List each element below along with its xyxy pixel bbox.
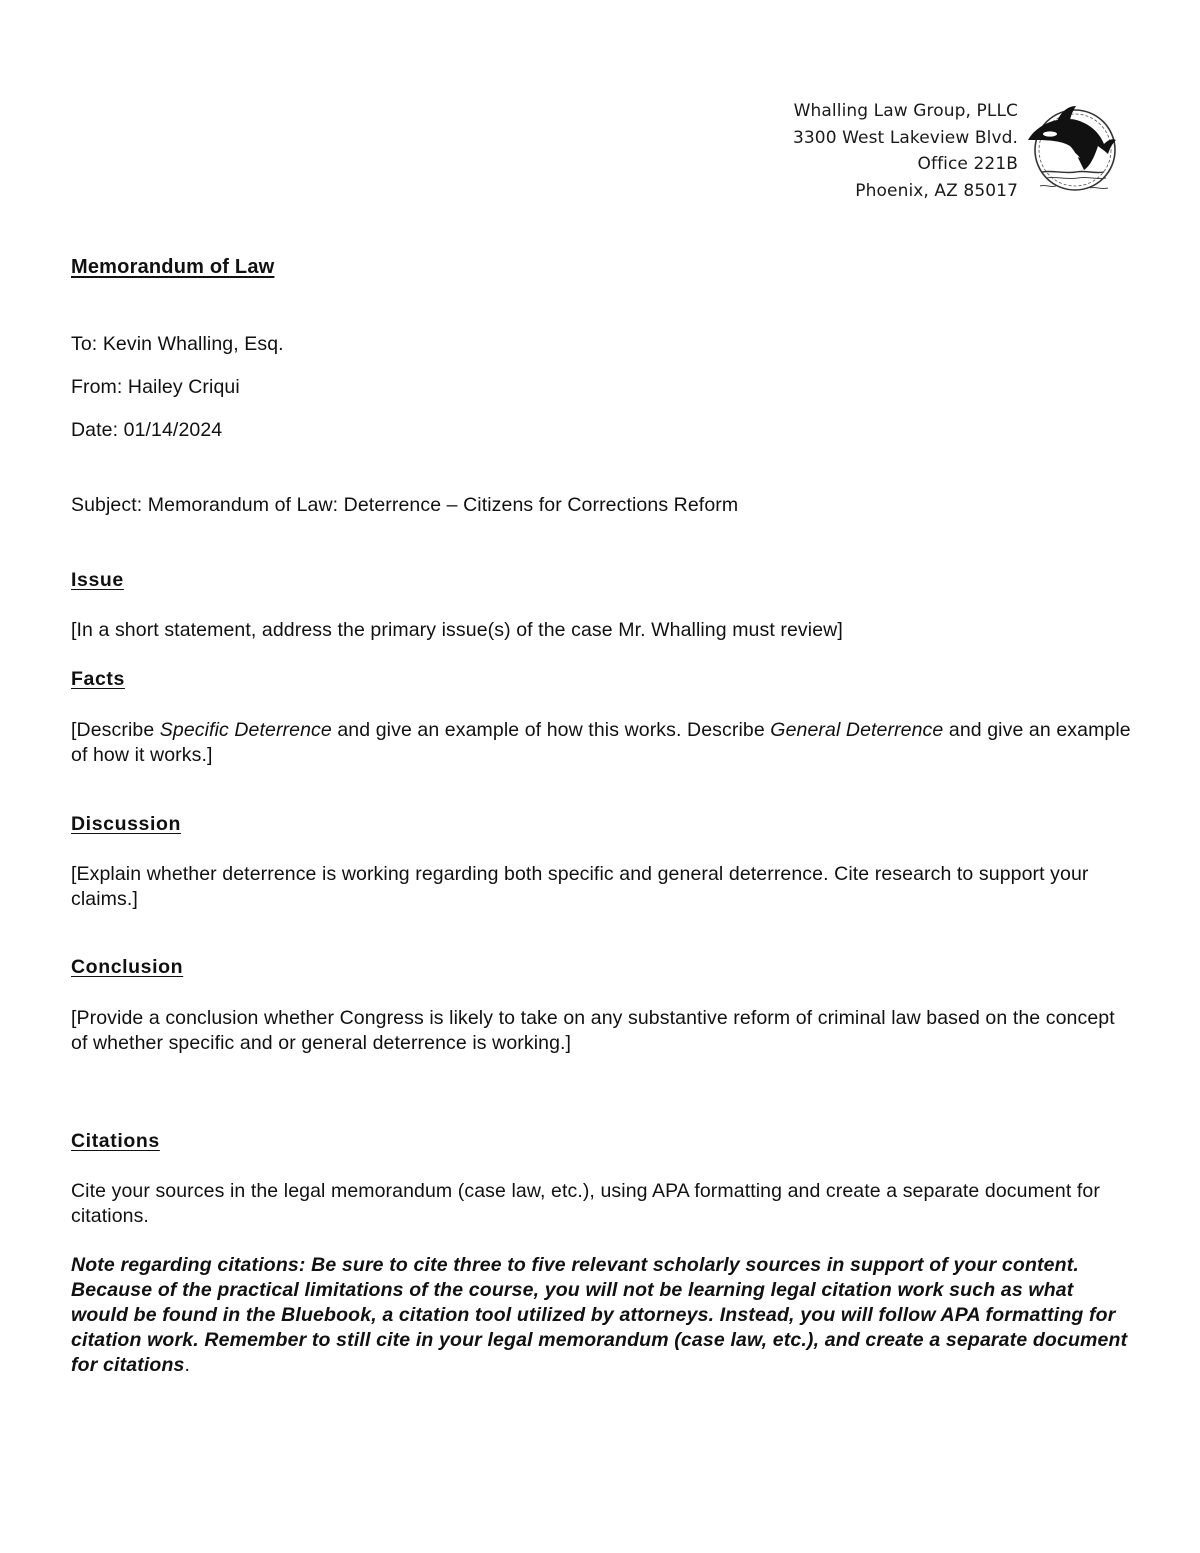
letterhead-firm-name: Whalling Law Group, PLLC	[793, 101, 1018, 121]
facts-text-1: [Describe	[71, 719, 160, 741]
discussion-heading: Discussion	[71, 813, 182, 835]
citations-heading: Citations	[71, 1130, 160, 1152]
facts-text-3: and give an example of how it works.]	[71, 719, 1131, 766]
memo-title: Memorandum of Law	[71, 256, 275, 278]
memo-date-line: Date: 01/14/2024	[71, 419, 223, 441]
citations-body: Cite your sources in the legal memorandum (case law, etc.), using APA formatting and create a separate document for citations.	[71, 1180, 1100, 1227]
letterhead-office: Office 221B	[917, 154, 1018, 174]
issue-body: [In a short statement, address the primary issue(s) of the case Mr. Whalling must review]	[71, 619, 843, 641]
facts-term-general: General Deterrence	[770, 719, 944, 741]
conclusion-body: [Provide a conclusion whether Congress is likely to take on any substantive reform of criminal law based on the concept of whether specific and or general deterrence is working.]	[71, 1007, 1115, 1054]
citations-note	[71, 1253, 1131, 1378]
facts-body	[71, 718, 1131, 768]
discussion-body: [Explain whether deterrence is working regarding both specific and general deterrence. Cite research to support your claims.]	[71, 863, 1089, 910]
memo-from-line: From: Hailey Criqui	[71, 376, 240, 398]
facts-term-specific: Specific Deterrence	[159, 719, 332, 741]
memo-to-line: To: Kevin Whalling, Esq.	[71, 333, 284, 355]
facts-text-2: and give an example of how this works. Describe	[331, 719, 771, 741]
citations-note-text: Note regarding citations: Be sure to cite three to five relevant scholarly sources in support of your content. Because of the practical limitations of the course, you will not be learning legal citation work such as what would be found in the Bluebook, a citation tool utilized by attorneys. Instead, you will follow APA formatting for citation work. Remember to still cite in your legal memorandum (case law, etc.), and create a separate document for citations	[71, 1254, 1128, 1376]
facts-heading: Facts	[71, 668, 125, 690]
letterhead-street: 3300 West Lakeview Blvd.	[792, 127, 1018, 148]
memo-subject-line: Subject: Memorandum of Law: Deterrence – Citizens for Corrections Reform	[71, 494, 739, 516]
conclusion-heading: Conclusion	[71, 956, 184, 978]
letterhead-city: Phoenix, AZ 85017	[855, 180, 1018, 201]
orca-whale-logo-icon	[1020, 100, 1120, 200]
issue-heading: Issue	[71, 569, 124, 591]
letterhead-address	[700, 98, 1018, 204]
citations-note-period: .	[184, 1354, 191, 1376]
